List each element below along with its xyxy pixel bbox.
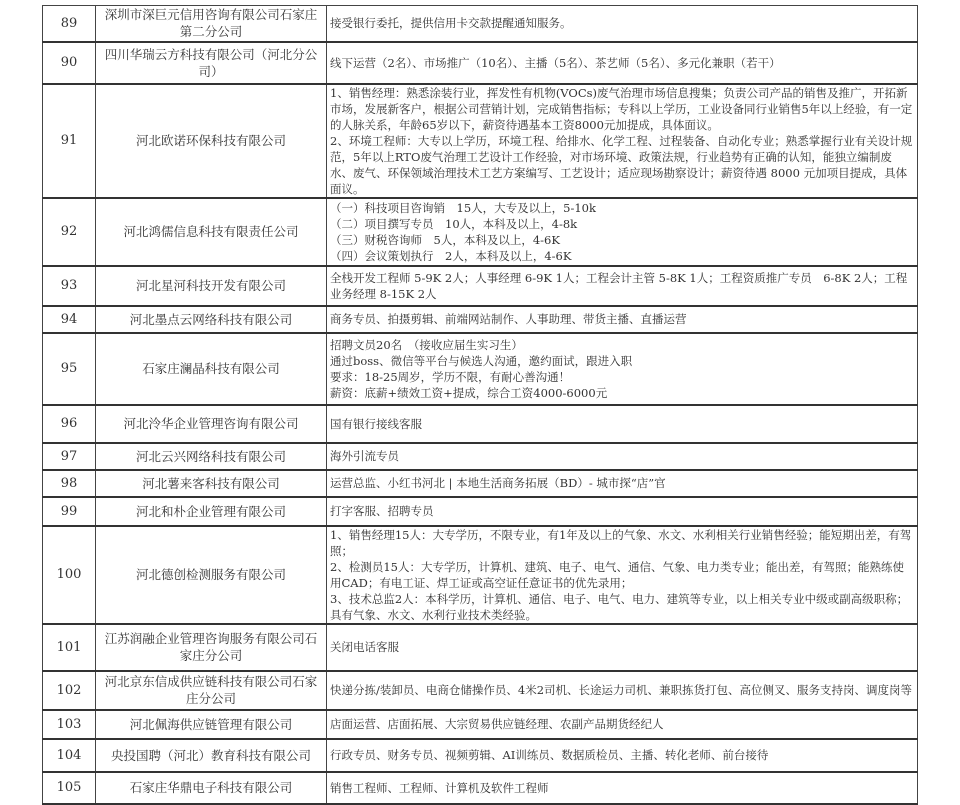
description-line: 关闭电话客服 [330,640,399,654]
row-number: 99 [43,497,96,526]
row-number: 92 [43,198,96,266]
description-line: 薪资：底薪+绩效工资+提成，综合工资4000-6000元 [330,385,608,400]
table-row [43,671,918,710]
company-name: 河北薯来客科技有限公司 [96,470,327,497]
row-number: 102 [43,671,96,710]
row-number: 104 [43,739,96,772]
company-name: 河北京东信成供应链科技有限公司石家庄分公司 [96,671,327,710]
table-row [43,405,918,443]
job-description [327,306,918,333]
company-name: 河北欧诺环保科技有限公司 [96,84,327,198]
job-description [327,333,918,405]
job-description [327,671,918,710]
company-name: 石家庄华鼎电子科技有限公司 [96,772,327,804]
job-description [327,266,918,306]
table-row [43,198,918,266]
company-name: 四川华瑞云方科技有限公司（河北分公司） [96,42,327,84]
description-line: 海外引流专员 [330,449,399,463]
row-number: 93 [43,266,96,306]
description-line: （二）项目撰写专员 10人，本科及以上，4-8k [330,216,578,231]
description-line: 快递分拣/装卸员、电商仓储操作员、4米2司机、长途运力司机、兼职拣货打包、高位侧叉、服务支持岗、调度岗等 [330,683,913,697]
company-name: 河北德创检测服务有限公司 [96,526,327,624]
job-description [327,470,918,497]
description-line: 商务专员、拍摄剪辑、前端网站制作、人事助理、带货主播、直播运营 [330,312,687,326]
description-line: 接受银行委托，提供信用卡交款提醒通知服务。 [330,16,572,31]
description-line: 店面运营、店面拓展、大宗贸易供应链经理、农副产品期货经纪人 [330,717,664,731]
description-line: 1、销售经理15人：大专学历，不限专业，有1年及以上的气象、水文、水利相关行业销售经验；能短期出差，有驾照； [330,527,912,558]
company-name: 石家庄澜晶科技有限公司 [96,333,327,405]
table-row [43,84,918,198]
table-row [43,739,918,772]
row-number: 105 [43,772,96,804]
job-description [327,443,918,470]
description-line: 1、销售经理：熟悉涂装行业，挥发性有机物(VOCs)废气治理市场信息搜集；负责公司产品的销售及推广，开拓新市场，发展新客户，根据公司营销计划，完成销售指标；专科以上学历，工业设备同行业销售5年以上经验，有一定的人脉关系，年龄65岁以下，薪资待遇基本工资8000元加提成，具体面议。 [330,85,913,132]
recruitment-table [42,5,918,805]
table-row [43,333,918,405]
table-row [43,772,918,804]
table-row [43,266,918,306]
row-number: 100 [43,526,96,624]
job-description [327,84,918,198]
company-name: 央投国聘（河北）教育科技有限公司 [96,739,327,772]
table-row [43,470,918,497]
description-line: （三）财税咨询师 5人，本科及以上，4-6K [330,232,560,247]
description-line: 行政专员、财务专员、视频剪辑、AI训练员、数据质检员、主播、转化老师、前台接待 [330,748,769,762]
table-row [43,526,918,624]
company-name: 河北墨点云网络科技有限公司 [96,306,327,333]
row-number: 90 [43,42,96,84]
company-name: 河北佩海供应链管理有限公司 [96,710,327,739]
job-description [327,526,918,624]
table-body [43,6,918,804]
company-name: 河北鸿儒信息科技有限责任公司 [96,198,327,266]
row-number: 103 [43,710,96,739]
company-name: 江苏润融企业管理咨询服务有限公司石家庄分公司 [96,624,327,671]
job-description [327,624,918,671]
table-row [43,42,918,84]
description-line: 通过boss、微信等平台与候选人沟通，邀约面试，跟进入职 [330,353,633,368]
company-name: 河北泠华企业管理咨询有限公司 [96,405,327,443]
description-line: 国有银行接线客服 [330,416,422,431]
description-line: 打字客服、招聘专员 [330,504,434,518]
table-row [43,497,918,526]
job-description [327,198,918,266]
table-row [43,624,918,671]
job-description [327,772,918,804]
description-line: 要求：18-25周岁，学历不限，有耐心善沟通！ [330,369,571,384]
company-name: 深圳市深巨元信用咨询有限公司石家庄第二分公司 [96,6,327,42]
description-line: 运营总监、小红书河北 | 本地生活商务拓展（BD）- 城市探“店”官 [330,476,666,490]
company-name: 河北云兴网络科技有限公司 [96,443,327,470]
job-description [327,42,918,84]
description-line: 招聘文员20名 （接收应届生实习生） [330,337,523,352]
table-row [43,306,918,333]
row-number: 97 [43,443,96,470]
description-line: 销售工程师、工程师、计算机及软件工程师 [330,780,549,795]
table-row [43,6,918,42]
job-description [327,739,918,772]
job-description [327,497,918,526]
job-description [327,710,918,739]
row-number: 98 [43,470,96,497]
description-line: 3、技术总监2人：本科学历，计算机、通信、电子、电气、电力、建筑等专业，以上相关专业中级或副高级职称；具有气象、水文、水利行业技术类经验。 [330,591,909,622]
row-number: 94 [43,306,96,333]
company-name: 河北和朴企业管理有限公司 [96,497,327,526]
row-number: 89 [43,6,96,42]
row-number: 91 [43,84,96,198]
job-description [327,405,918,443]
description-line: （一）科技项目咨询销 15人，大专及以上，5-10k [330,200,596,215]
row-number: 101 [43,624,96,671]
table-row [43,710,918,739]
description-line: 2、环境工程师：大专以上学历，环境工程、给排水、化学工程、过程装备、自动化专业；熟悉掌握行业有关设计规范，5年以上RTO废气治理工艺设计工作经验，对市场环境、政策法规，行业趋势有正确的认知，能独立编制废水、废气、环保领域治理技术工艺方案编写、工艺设计；适应现场勘察设计；薪资待遇 8000 元加项目提成，具体面议。 [330,133,913,196]
description-line: 线下运营（2名）、市场推广（10名）、主播（5名）、茶艺师（5名）、多元化兼职（若干） [330,55,781,70]
row-number: 96 [43,405,96,443]
row-number: 95 [43,333,96,405]
job-description [327,6,918,42]
table-row [43,443,918,470]
company-name: 河北星河科技开发有限公司 [96,266,327,306]
description-line: （四）会议策划执行 2人，本科及以上，4-6K [330,248,572,263]
description-line: 全栈开发工程师 5-9K 2人；人事经理 6-9K 1人；工程会计主管 5-8K 1人；工程资质推广专员 6-8K 2人；工程业务经理 8-15K 2人 [330,270,908,301]
description-line: 2、检测员15人：大专学历，计算机、建筑、电子、电气、通信、气象、电力类专业；能出差，有驾照；能熟练使用CAD；有电工证、焊工证或高空证任意证书的优先录用； [330,559,904,590]
